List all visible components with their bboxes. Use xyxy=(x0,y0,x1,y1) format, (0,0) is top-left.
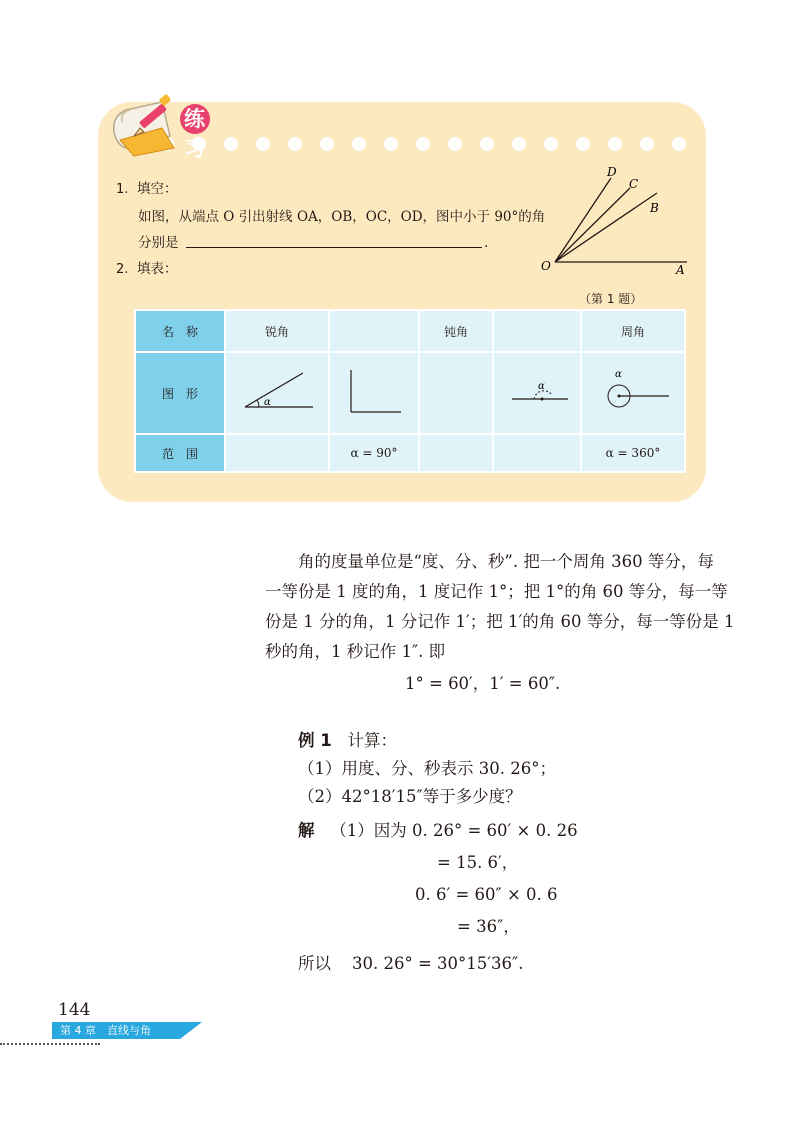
exercise-title-text: 练习 xyxy=(180,104,210,134)
exercise-title xyxy=(180,104,211,161)
table-cell[interactable] xyxy=(419,434,493,472)
figure-caption: （第 1 题） xyxy=(579,292,643,306)
table-cell-right-figure xyxy=(329,352,419,434)
q1-answer-blank[interactable] xyxy=(186,247,482,248)
alpha-label: α xyxy=(264,396,271,408)
example-question: （1）用度、分、秒表示 30. 26°； xyxy=(298,759,556,778)
row-header-range: 范 围 xyxy=(135,434,225,472)
full-angle-figure xyxy=(593,364,673,420)
solution-prefix: 所以 xyxy=(298,954,331,973)
table-row xyxy=(135,310,685,352)
solution-line: = 36″， xyxy=(457,917,520,936)
table-cell: 周角 xyxy=(581,310,685,352)
alpha-label: α xyxy=(538,380,545,392)
table-cell-full-figure xyxy=(581,352,685,434)
footer-dotted-line xyxy=(0,1043,100,1045)
table-cell: α = 360° xyxy=(581,434,685,472)
rays-figure xyxy=(535,160,710,285)
header-dot-row xyxy=(160,137,700,151)
solution-line xyxy=(298,953,523,975)
right-angle-figure xyxy=(339,364,409,420)
q1-line3 xyxy=(138,234,179,252)
q1-number: 1. xyxy=(116,182,129,197)
table-cell[interactable] xyxy=(493,310,581,352)
para-line: 份是 1 分的角，1 分记作 1′；把 1′的角 60 等分，每一等份是 1 xyxy=(265,612,735,631)
q1-line3-suffix: . xyxy=(484,235,489,251)
q1-heading xyxy=(116,180,178,199)
solution-text: （1）因为 0. 26° = 60′ × 0. 26 xyxy=(330,821,578,840)
solution-line xyxy=(298,820,578,842)
solution-text: 30. 26° = 30°15′36″. xyxy=(351,954,524,973)
example-question: （2）42°18′15″等于多少度？ xyxy=(298,787,522,806)
solution-line: = 15. 6′， xyxy=(437,853,519,872)
table-cell-obtuse-figure[interactable] xyxy=(419,352,493,434)
q1-title: 填空： xyxy=(137,181,178,197)
alpha-label: α xyxy=(615,368,622,380)
chapter-label: 第 4 章 直线与角 xyxy=(60,1024,151,1037)
straight-angle-figure xyxy=(502,367,572,417)
page-number: 144 xyxy=(58,1000,91,1020)
q2-number: 2. xyxy=(116,262,129,277)
table-row xyxy=(135,434,685,472)
label-d: D xyxy=(607,165,617,179)
angle-table xyxy=(134,309,686,473)
q1-line2: 如图，从端点 O 引出射线 OA，OB，OC，OD，图中小于 90°的角 xyxy=(138,209,546,225)
q2-heading xyxy=(116,260,178,279)
table-cell[interactable] xyxy=(225,434,329,472)
label-a: A xyxy=(676,263,685,277)
table-cell-straight-figure xyxy=(493,352,581,434)
para-line: 秒的角，1 秒记作 1″. 即 xyxy=(265,642,446,661)
formula: 1° = 60′，1′ = 60″. xyxy=(405,674,561,693)
table-cell[interactable] xyxy=(329,310,419,352)
table-cell: α = 90° xyxy=(329,434,419,472)
label-o: O xyxy=(541,259,551,273)
para-line: 角的度量单位是“度、分、秒”. 把一个周角 360 等分，每 xyxy=(298,552,714,571)
q1-line3-prefix: 分别是 xyxy=(138,235,179,251)
table-row xyxy=(135,352,685,434)
example-heading xyxy=(298,730,397,752)
row-header-figure: 图 形 xyxy=(135,352,225,434)
para-line: 一等份是 1 度的角，1 度记作 1°；把 1°的角 60 等分，每一等 xyxy=(265,582,728,601)
label-b: B xyxy=(650,201,659,215)
table-cell[interactable] xyxy=(493,434,581,472)
q2-title: 填表： xyxy=(137,261,178,277)
acute-angle-figure xyxy=(237,367,317,417)
table-cell-acute-figure xyxy=(225,352,329,434)
table-cell: 钝角 xyxy=(419,310,493,352)
pencil-scroll-icon xyxy=(108,92,188,160)
row-header-name: 名 称 xyxy=(135,310,225,352)
solution-line: 0. 6′ = 60″ × 0. 6 xyxy=(415,885,558,904)
example-title: 计算： xyxy=(347,731,397,750)
solution-label: 解 xyxy=(298,821,315,840)
label-c: C xyxy=(629,177,639,191)
table-cell: 锐角 xyxy=(225,310,329,352)
example-label: 例 1 xyxy=(298,731,332,750)
